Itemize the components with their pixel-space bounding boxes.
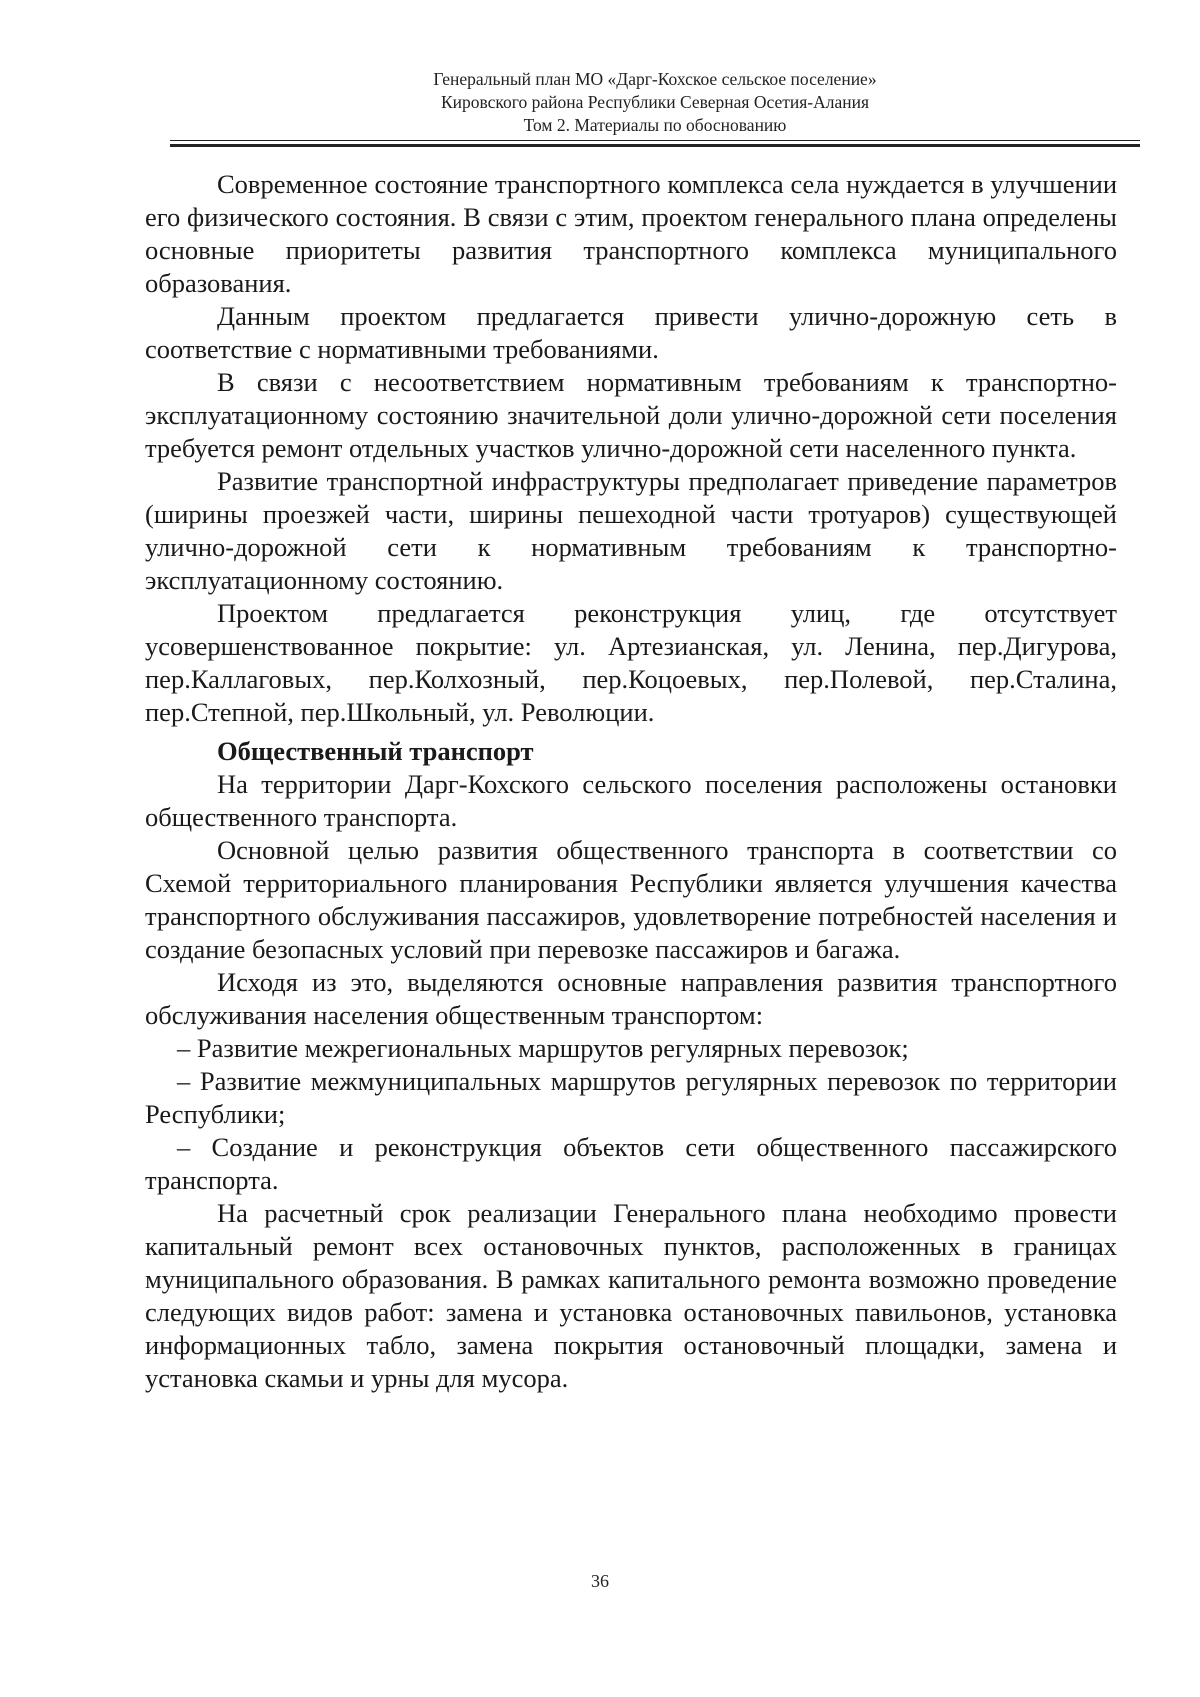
section-paragraph: На территории Дарг-Кохского сельского поселения расположены остановки общественного транспорта. [145, 769, 1117, 832]
header-volume-line: Том 2. Материалы по обоснованию [523, 115, 787, 135]
header-rule-thin [170, 140, 1140, 141]
document-body [145, 168, 1117, 1395]
section-heading: Общественный транспорт [217, 736, 534, 766]
header-title-line: Генеральный план МО «Дарг-Кохское сельское поселение» [433, 69, 877, 89]
header-region-line: Кировского района Республики Северная Осетия-Алания [440, 92, 870, 112]
body-paragraph: Современное состояние транспортного комплекса села нуждается в улучшении его физического состояния. В связи с этим, проектом генерального плана определены основные приоритеты развития транспортного комплекса муниципального образования. [145, 169, 1117, 298]
page-header [170, 68, 1140, 137]
list-item: – Развитие межмуниципальных маршрутов регулярных перевозок по территории Республики; [145, 1066, 1117, 1129]
list-item: – Создание и реконструкция объектов сети общественного пассажирского транспорта. [145, 1132, 1117, 1195]
list-item: – Развитие межрегиональных маршрутов регулярных перевозок; [177, 1033, 909, 1063]
header-rule-thick [170, 144, 1140, 147]
body-paragraph: Проектом предлагается реконструкция улиц, где отсутствует усовершенствованное покрытие: ул. Артезианская, ул. Ленина, пер.Дигурова, пер.Каллаговых, пер.Колхозный, пер.Коцоевых, пер.Полевой, пер.Сталина, пер.Степной, пер.Школьный, ул. Революции. [145, 598, 1117, 727]
final-paragraph: На расчетный срок реализации Генерального плана необходимо провести капитальный ремонт всех остановочных пунктов, расположенных в границах муниципального образования. В рамках капитального ремонта возможно проведение следующих видов работ: замена и установка остановочных павильонов, установка информационных табло, замена покрытия остановочный площадки, замена и установка скамьи и урны для мусора. [145, 1198, 1117, 1393]
section-paragraph: Основной целью развития общественного транспорта в соответствии со Схемой территориального планирования Республики является улучшения качества транспортного обслуживания пассажиров, удовлетворение потребностей населения и создание безопасных условий при перевозке пассажиров и багажа. [145, 835, 1117, 964]
body-paragraph: Данным проектом предлагается привести улично-дорожную сеть в соответствие с нормативными требованиями. [145, 301, 1117, 364]
page-number: 36 [591, 1571, 609, 1591]
body-paragraph: Развитие транспортной инфраструктуры предполагает приведение параметров (ширины проезжей части, ширины пешеходной части тротуаров) существующей улично-дорожной сети к нормативным требованиям к транспортно-эксплуатационному состоянию. [145, 466, 1117, 595]
body-paragraph: В связи с несоответствием нормативным требованиям к транспортно-эксплуатационному состоянию значительной доли улично-дорожной сети поселения требуется ремонт отдельных участков улично-дорожной сети населенного пункта. [145, 367, 1117, 463]
section-paragraph: Исходя из это, выделяются основные направления развития транспортного обслуживания населения общественным транспортом: [145, 967, 1117, 1030]
